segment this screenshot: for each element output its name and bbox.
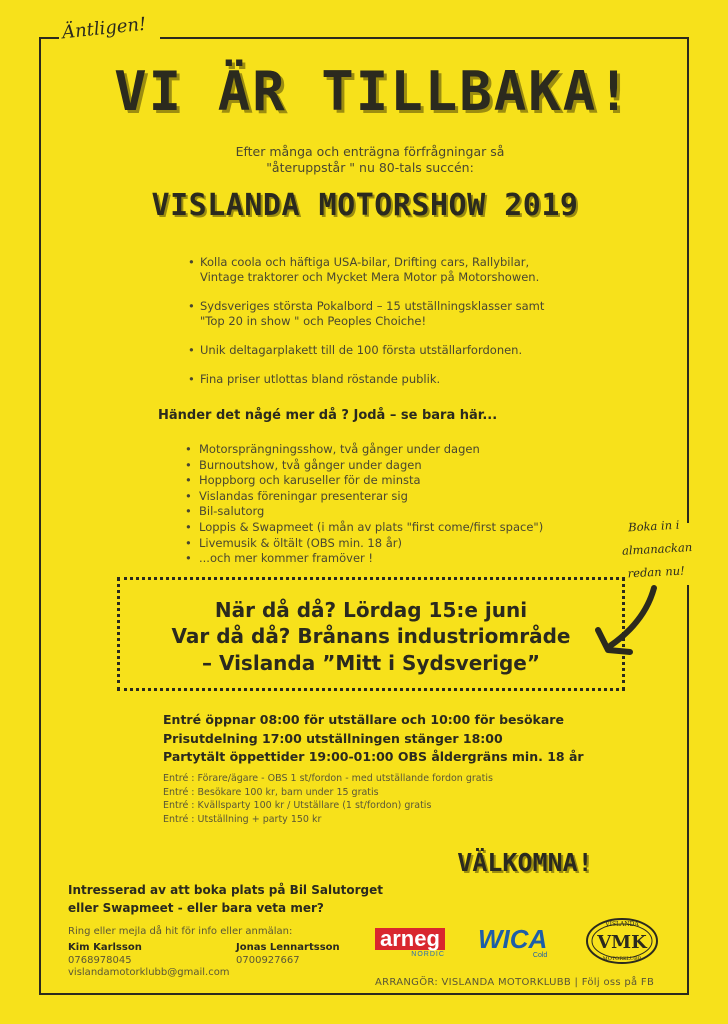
interest-heading	[68, 881, 388, 917]
activity-item: • Vislandas föreningar presenterar sig	[185, 489, 605, 505]
headline: VI ÄR TILLBAKA!	[114, 60, 632, 123]
activity-list	[185, 442, 605, 567]
frame-border-right	[687, 37, 689, 523]
contact-name: Jonas Lennartsson	[236, 942, 340, 953]
activity-item: • ...och mer kommer framöver !	[185, 551, 605, 567]
frame-border-bottom	[39, 993, 689, 995]
intro-line: Efter många och enträgna förfrågningar så	[235, 144, 505, 159]
opening-times	[163, 711, 633, 767]
feature-line: • Kolla coola och häftiga USA-bilar, Drifting cars, Rallybilar,	[200, 255, 530, 269]
feature-line: • Unik deltagarplakett till de 100 första utställarfordonen.	[200, 343, 523, 357]
contact-email[interactable]: vislandamotorklubb@gmail.com	[68, 967, 230, 978]
arneg-subtitle: NORDIC	[411, 951, 445, 958]
price-line: Entré : Besökare 100 kr, barn under 15 gratis	[163, 786, 379, 798]
contact-phone[interactable]: 0768978045	[68, 955, 132, 966]
time-line: Prisutdelning 17:00 utställningen stänger 18:00	[163, 730, 503, 746]
save-the-date-note	[620, 513, 693, 585]
interest-line: Intresserad av att boka plats på Bil Salutorget	[68, 883, 383, 897]
script-tagline: Äntligen!	[61, 13, 148, 44]
wica-logo	[478, 926, 547, 959]
note-line: almanackan	[621, 540, 693, 558]
price-line: Entré : Förare/ägare - OBS 1 st/fordon - med utställande fordon gratis	[163, 773, 493, 784]
note-line: redan nu!	[627, 563, 686, 581]
entry-prices	[163, 772, 633, 826]
contact-phone[interactable]: 0700927667	[236, 955, 300, 966]
vmk-wordmark: VMK	[597, 932, 647, 953]
contact-person	[68, 941, 142, 967]
feature-line: Vintage traktorer och Mycket Mera Motor på Motorshowen.	[200, 270, 540, 284]
time-line: Entré öppnar 08:00 för utställare och 10:00 för besökare	[163, 712, 564, 727]
frame-border-top-left	[39, 37, 59, 39]
activity-item: • Loppis & Swapmeet (i mån av plats "first come/first space")	[185, 520, 605, 536]
welcome-text: VÄLKOMNA!	[457, 848, 593, 877]
vmk-bottom-text: MOTORKLUBB	[602, 956, 642, 962]
frame-border-right-lower	[687, 585, 689, 993]
frame-border-top	[160, 37, 689, 39]
arneg-logo	[375, 928, 445, 958]
vmk-logo	[584, 916, 660, 966]
activity-item: • Burnoutshow, två gånger under dagen	[185, 458, 605, 474]
feature-item	[188, 255, 588, 285]
frame-border-left	[39, 37, 41, 993]
activity-item: • Livemusik & öltält (OBS min. 18 år)	[185, 536, 605, 552]
note-line: Boka in i	[627, 517, 680, 535]
feature-line: • Fina priser utlottas bland röstande publik.	[200, 372, 441, 386]
footer-organizer: ARRANGÖR: VISLANDA MOTORKLUBB | Följ oss på FB	[375, 977, 655, 988]
price-line: Entré : Kvällsparty 100 kr / Utställare (1 st/fordon) gratis	[163, 800, 432, 812]
activity-item: • Motorsprängningsshow, två gånger under dagen	[185, 442, 605, 458]
date-line: När då då? Lördag 15:e juni	[214, 598, 528, 622]
intro-line: "återuppstår " nu 80-tals succén:	[266, 160, 474, 175]
intro-text	[170, 144, 570, 176]
arneg-wordmark: arneg	[375, 928, 445, 950]
time-line: Partytält öppettider 19:00-01:00 OBS åldergräns min. 18 år	[163, 749, 584, 765]
feature-line: • Sydsveriges största Pokalbord – 15 utställningsklasser samt	[200, 299, 545, 313]
feature-list	[188, 255, 588, 401]
location-line: Var då då? Brånans industriområde	[171, 624, 571, 648]
price-line: Entré : Utställning + party 150 kr	[163, 813, 322, 825]
contact-person	[236, 941, 340, 967]
feature-item	[188, 372, 588, 387]
contact-name: Kim Karlsson	[68, 942, 142, 953]
date-location-box	[117, 577, 625, 691]
contact-intro: Ring eller mejla då hit för info eller anmälan:	[68, 926, 293, 937]
activity-item: • Bil-salutorg	[185, 504, 605, 520]
interest-line: eller Swapmeet - eller bara veta mer?	[68, 901, 324, 915]
vmk-top-text: VISLANDA	[605, 921, 639, 928]
feature-item	[188, 299, 588, 329]
activities-heading: Händer det någé mer då ? Jodå – se bara här...	[158, 408, 498, 423]
feature-item	[188, 343, 588, 358]
activity-item: • Hoppborg och karuseller för de minsta	[185, 473, 605, 489]
event-title: VISLANDA MOTORSHOW 2019	[151, 188, 579, 223]
wica-subtitle: Cold	[532, 952, 548, 959]
feature-line: "Top 20 in show " och Peoples Choiche!	[200, 314, 427, 328]
location-subline: – Vislanda ”Mitt i Sydsverige”	[201, 651, 541, 675]
wica-wordmark: WICA	[478, 924, 548, 954]
